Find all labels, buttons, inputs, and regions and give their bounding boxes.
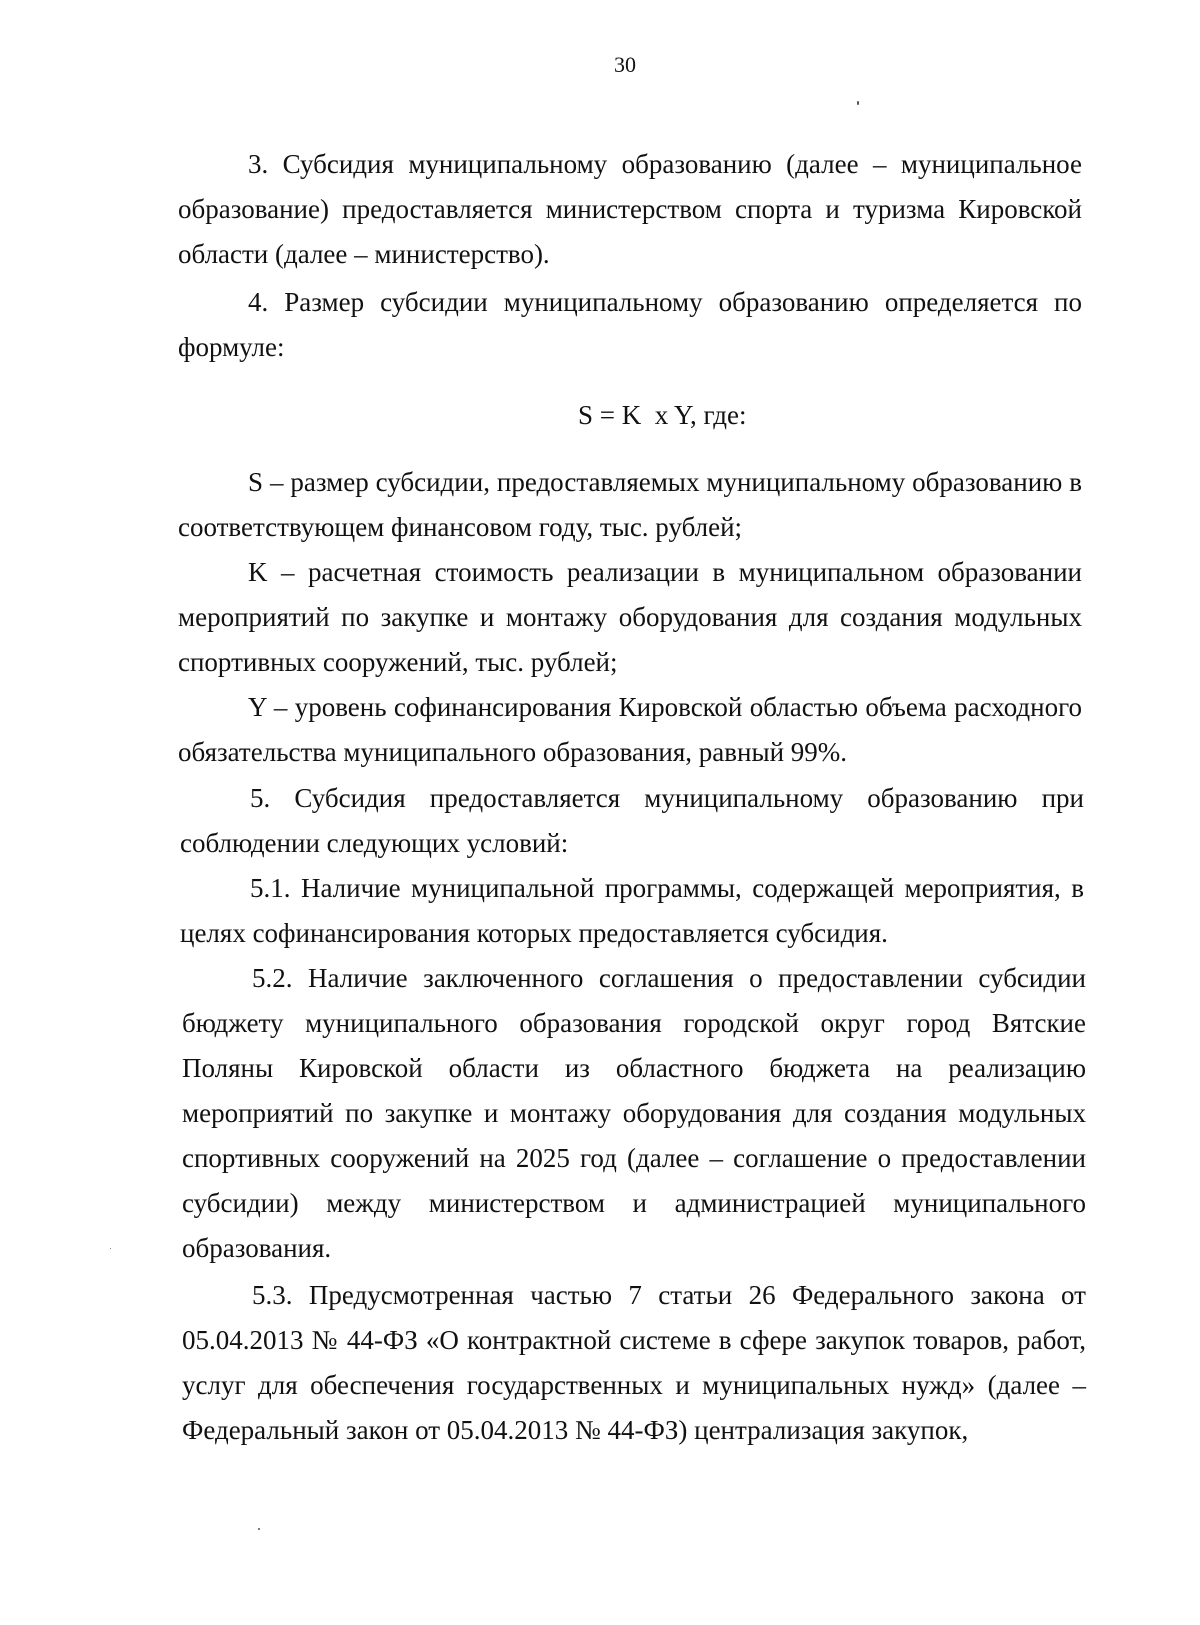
paragraph-5-2: 5.2. Наличие заключенного соглашения о предоставлении субсидии бюджету муниципального образования городской округ город Вятские Поляны Кировской области из областного бюджета на реализацию мероприятий по закупке и монтажу оборудования для создания модульных спортивных сооружений на 2025 год (далее – соглашение о предоставлении субсидии) между министерством и администрацией муниципального образования. <box>182 963 1086 1263</box>
definition-k: K – расчетная стоимость реализации в муниципальном образовании мероприятий по закупке и монтажу оборудования для создания модульных спортивных сооружений, тыс. рублей; <box>178 557 1082 677</box>
paragraph-3: 3. Субсидия муниципальному образованию (далее – муниципальное образование) предоставляется министерством спорта и туризма Кировской области (далее – министерство). <box>178 149 1082 269</box>
subsidy-formula: S = K x Y, где: <box>578 400 747 430</box>
paragraph-5-3: 5.3. Предусмотренная частью 7 статьи 26 Федерального закона от 05.04.2013 № 44-ФЗ «О контрактной системе в сфере закупок товаров, работ, услуг для обеспечения государственных и муниципальных нужд» (далее – Федеральный закон от 05.04.2013 № 44-ФЗ) централизация закупок, <box>182 1280 1086 1445</box>
page-number: 30 <box>614 52 636 77</box>
definition-s: S – размер субсидии, предоставляемых муниципальному образованию в соответствующем финансовом году, тыс. рублей; <box>178 467 1082 542</box>
paragraph-5: 5. Субсидия предоставляется муниципальному образованию при соблюдении следующих условий: <box>180 783 1084 858</box>
scan-speck <box>857 101 859 105</box>
paragraph-5-1: 5.1. Наличие муниципальной программы, содержащей мероприятия, в целях софинансирования которых предоставляется субсидия. <box>180 873 1084 948</box>
paragraph-4: 4. Размер субсидии муниципальному образованию определяется по формуле: <box>178 287 1082 362</box>
scan-speck <box>110 1248 111 1249</box>
scan-speck <box>258 1528 260 1530</box>
definition-y: Y – уровень софинансирования Кировской областью объема расходного обязательства муниципального образования, равный 99%. <box>178 692 1082 767</box>
